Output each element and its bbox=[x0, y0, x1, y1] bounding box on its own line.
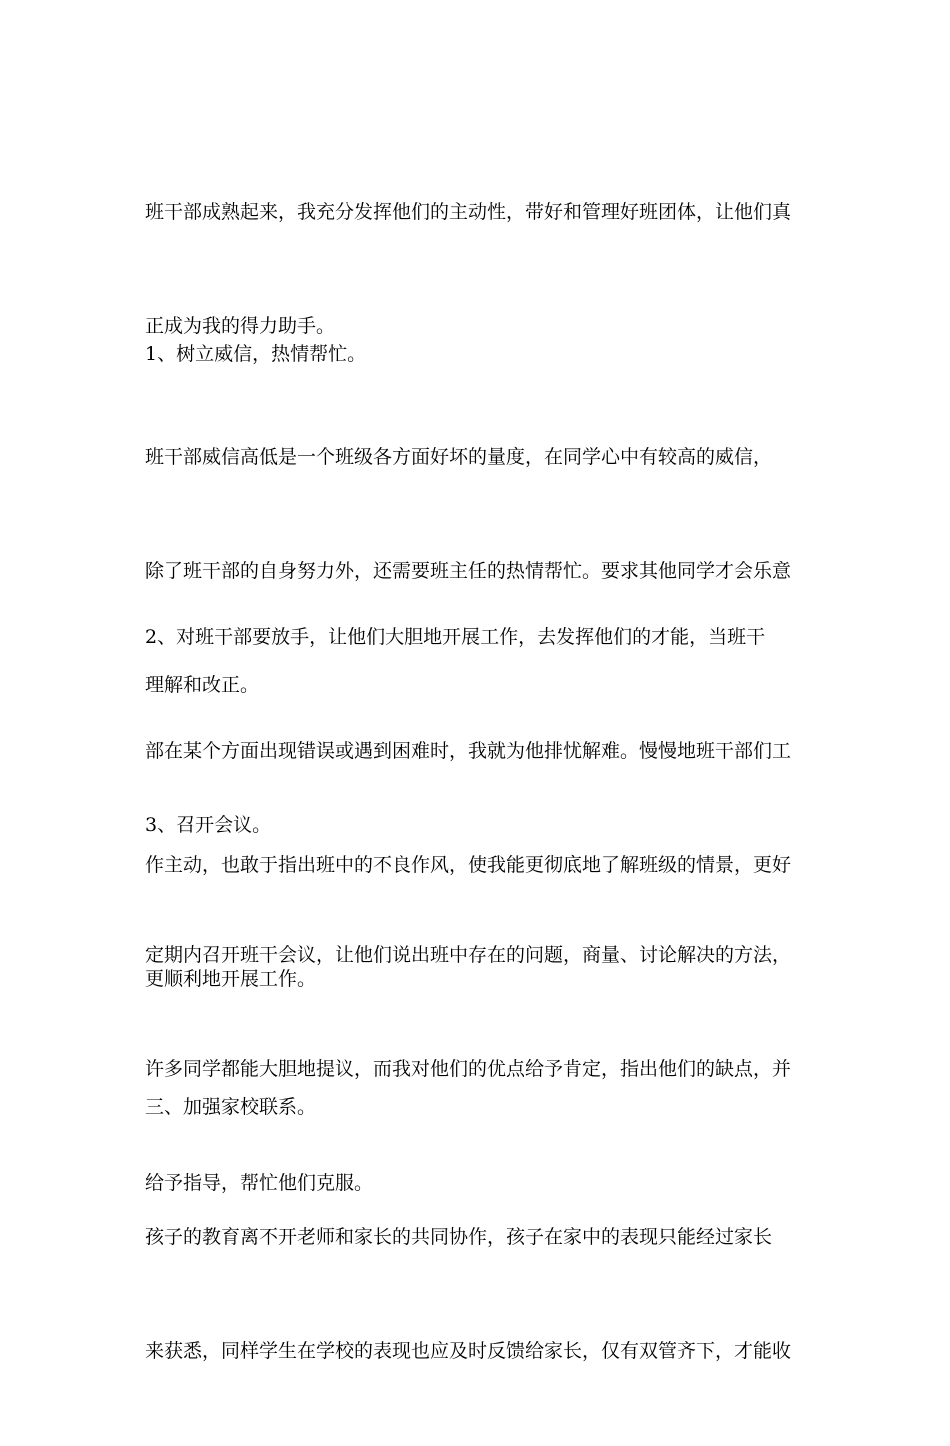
text-line: 给予指导，帮忙他们克服。 bbox=[145, 1172, 374, 1194]
text-line: 正成为我的得力助手。 bbox=[145, 315, 336, 337]
text-line: 更顺利地开展工作。 bbox=[145, 968, 317, 990]
text-line: 部在某个方面出现错误或遇到困难时，我就为他排忧解难。慢慢地班干部们工 bbox=[145, 740, 792, 762]
text-line: 定期内召开班干会议，让他们说出班中存在的问题，商量、讨论解决的方法， bbox=[145, 944, 792, 966]
text-line: 班干部威信高低是一个班级各方面好坏的量度，在同学心中有较高的威信， bbox=[145, 446, 773, 468]
text-line: 许多同学都能大胆地提议，而我对他们的优点给予肯定，指出他们的缺点，并 bbox=[145, 1058, 792, 1080]
text-line: 除了班干部的自身努力外，还需要班主任的热情帮忙。要求其他同学才会乐意 bbox=[145, 560, 792, 582]
text-line: 来获悉，同样学生在学校的表现也应及时反馈给家长，仅有双管齐下，才能收 bbox=[145, 1340, 792, 1362]
text-line: 作主动，也敢于指出班中的不良作风，使我能更彻底地了解班级的情景，更好 bbox=[145, 854, 792, 876]
text-line: 2、对班干部要放手，让他们大胆地开展工作，去发挥他们的才能，当班干 bbox=[145, 626, 766, 648]
text-line: 理解和改正。 bbox=[145, 674, 260, 696]
text-line: 三、加强家校联系。 bbox=[145, 1096, 317, 1118]
text-line: 班干部成熟起来，我充分发挥他们的主动性，带好和管理好班团体，让他们真 bbox=[145, 201, 792, 223]
paragraph-parents-cooperation bbox=[145, 1142, 805, 1446]
text-line: 1、树立威信，热情帮忙。 bbox=[145, 343, 367, 365]
text-line: 3、召开会议。 bbox=[145, 814, 272, 836]
text-line: 孩子的教育离不开老师和家长的共同协作，孩子在家中的表现只能经过家长 bbox=[145, 1226, 773, 1248]
